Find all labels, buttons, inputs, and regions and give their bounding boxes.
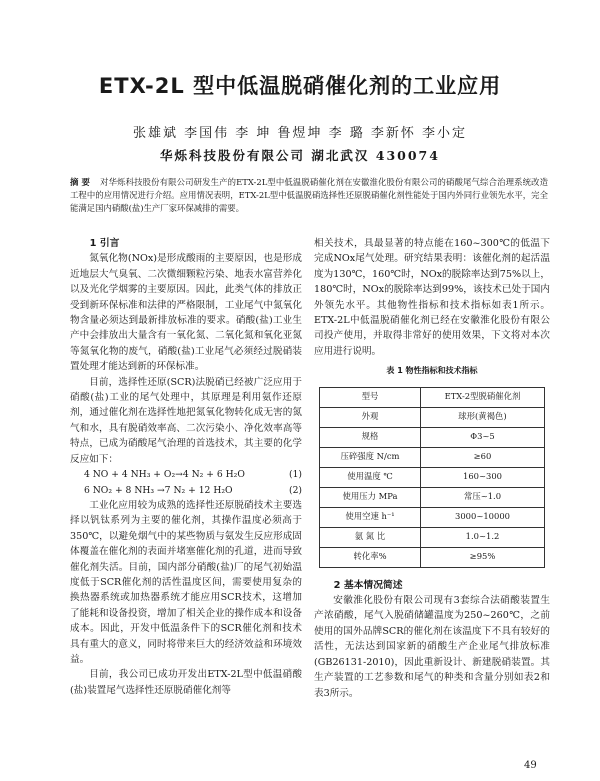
table-row <box>320 447 545 467</box>
table-cell-value: ETX-2型脱硝催化剂 <box>421 387 545 407</box>
table-cell-value: ≥95% <box>421 547 545 567</box>
table-cell-key: 转化率% <box>320 547 421 567</box>
paragraph: 目前，我公司已成功开发出ETX-2L型中低温硝酸(盐)装置尾气选择性还原脱硝催化剂等 <box>70 669 302 696</box>
authors: 张雄斌 李国伟 李 坤 鲁煜坤 李 璐 李新怀 李小定 <box>132 126 468 141</box>
paragraph: 安徽淮化股份有限公司现有3套综合法硝酸装置生产浓硝酸，尾气入脱硝储罐温度为250~260℃，之前使用的国外品牌SCR的催化剂在该温度下不具有较好的活性，无法达到国家新的硝酸生产企业尾气排放标准(GB26131-2010)，因此重新设计、新建脱硝装置。其生产装置的工艺参数和尾气的种类和含量分别如表2和表3所示。 <box>314 595 550 699</box>
table-row <box>320 507 545 527</box>
abstract-label: 摘 要 <box>70 177 91 187</box>
spec-table <box>319 387 545 568</box>
table-caption: 表 1 物性指标和技术指标 <box>386 366 478 376</box>
table-row <box>320 427 545 447</box>
section-heading-overview: 2 基本情况简述 <box>333 579 403 591</box>
paragraph: 工业化应用较为成熟的选择性还原脱硝技术主要选择以钒钛系列为主要的催化剂，其操作温度必须高于350℃，以避免烟气中的某些物质与氨发生反应形成固体覆盖在催化剂的表面并堵塞催化剂的孔道，进而导致催化剂失活。目前，国内部分硝酸(盐)厂的尾气初始温度低于SCR催化剂的活性温度区间，需要使用复杂的换热器系统或加热器系统才能应用SCR技术，这增加了能耗和设备投资，增加了相关企业的操作成本和设备成本。因此，开发中低温条件下的SCR催化剂和技术具有重大的意义，同时将带来巨大的经济效益和环境效益。 <box>70 499 302 665</box>
right-column <box>314 236 550 701</box>
table-cell-value: ≥60 <box>421 447 545 467</box>
table-cell-value: 3000~10000 <box>421 507 545 527</box>
equation-text: 6 NO₂ + 8 NH₃ →7 N₂ + 12 H₂O <box>84 484 233 496</box>
equation-2 <box>70 483 302 498</box>
page-number: 49 <box>524 760 537 771</box>
table-row <box>320 387 545 407</box>
table-row <box>320 467 545 487</box>
table-cell-key: 使用压力 MPa <box>320 487 421 507</box>
paragraph: 目前，选择性还原(SCR)法脱硝已经被广泛应用于硝酸(盐)工业的尾气处理中，其原理是利用氨作还原剂，通过催化剂在选择性地把氮氧化物转化成无害的氮气和水，具有脱硝效率高、二次污染小、净化效率高等特点，已成为硝酸尾气治理的首选技术，其主要的化学反应如下： <box>70 376 302 465</box>
table-row <box>320 527 545 547</box>
table-cell-value: 1.0~1.2 <box>421 527 545 547</box>
equation-number: (1) <box>288 469 302 481</box>
table-cell-key: 压碎强度 N/cm <box>320 447 421 467</box>
section-heading-intro: 1 引言 <box>89 238 120 249</box>
table-cell-key: 规格 <box>320 427 421 447</box>
left-column <box>70 236 302 698</box>
table-row <box>320 487 545 507</box>
paragraph: 相关技术，具最显著的特点能在160~300℃的低温下完成NOx尾气处理。研究结果表明：该催化剂的起活温度为130℃，160℃时，NOx的脱除率达到75%以上，180℃时，NOx的脱除率达到99%，该技术已处于国内外领先水平。其他物性指标和技术指标如表1所示。ETX-2L中低温脱硝催化剂已经在安徽淮化股份有限公司投产使用，并取得非常好的使用效果，下文将对本次应用进行说明。 <box>314 238 550 357</box>
table-cell-value: 球形(黄褐色) <box>421 407 545 427</box>
affiliation: 华烁科技股份有限公司 湖北武汉 430074 <box>160 148 440 163</box>
paragraph: 氮氧化物(NOx)是形成酸雨的主要原因，也是形成近地层大气臭氧、二次微细颗粒污染、地表水富营养化以及光化学烟雾的主要原因。因此，此类气体的排放正受到新环保标准和法律的严格限制，工业尾气中氮氧化物含量必须达到最新排放标准的要求。硝酸(盐)工业生产中会排放出大量含有一氧化氮、二氧化氮和氧化亚氮等氮氧化物的废气，硝酸(盐)工业尾气必须经过脱硝装置处理才能达到新的环保标准。 <box>70 253 302 373</box>
table-cell-value: 160~300 <box>421 467 545 487</box>
table-cell-key: 氨 氮 比 <box>320 527 421 547</box>
table-cell-value: 常压~1.0 <box>421 487 545 507</box>
paper-title: ETX-2L 型中低温脱硝催化剂的工业应用 <box>98 74 502 98</box>
table-cell-key: 使用空速 h⁻¹ <box>320 507 421 527</box>
table-row <box>320 547 545 567</box>
table-cell-key: 外观 <box>320 407 421 427</box>
equation-1 <box>70 467 302 482</box>
table-row <box>320 407 545 427</box>
table-cell-value: Φ3~5 <box>421 427 545 447</box>
equation-text: 4 NO + 4 NH₃ + O₂→4 N₂ + 6 H₂O <box>84 469 245 481</box>
abstract-text: 对华烁科技股份有限公司研发生产的ETX-2L型中低温脱硝催化剂在安徽淮化股份有限公司的硝酸尾气综合治理系统改造工程中的应用情况进行介绍。应用情况表明，ETX-2L型中低温脱硝选择性还原脱硝催化剂性能处于国内外同行业领先水平，完全能满足国内硝酸(盐)生产厂家环保减排的需要。 <box>70 177 548 213</box>
table-cell-key: 型号 <box>320 387 421 407</box>
equation-number: (2) <box>288 484 302 496</box>
table-cell-key: 使用温度 ℃ <box>320 467 421 487</box>
abstract <box>70 176 548 215</box>
